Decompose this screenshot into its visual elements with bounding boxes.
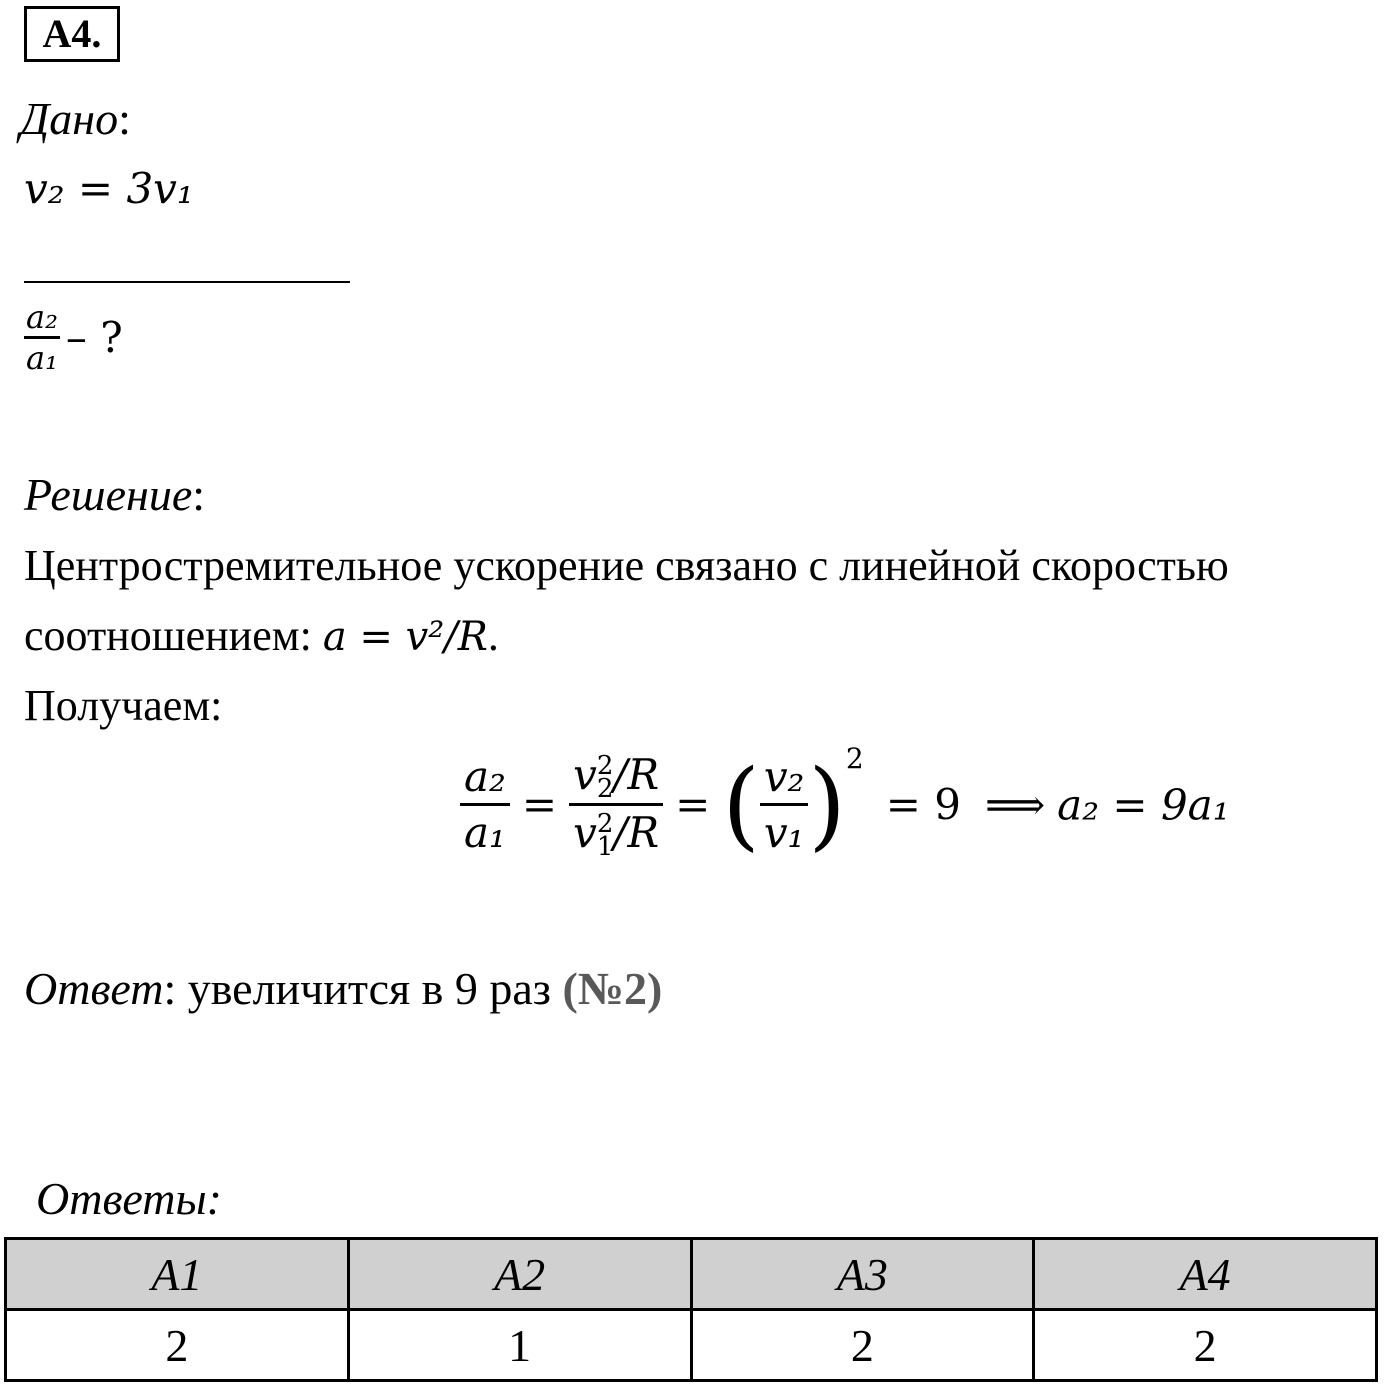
find-numerator: a₂ [24, 298, 60, 339]
solution-line-2-end: . [487, 611, 499, 660]
equals-sign-1: = [521, 780, 558, 830]
velocity-denominator-indices [596, 809, 614, 863]
velocity-numerator-rest: /R [613, 750, 660, 799]
implies-arrow: ⟹ [984, 780, 1046, 830]
solution-line-2 [24, 610, 499, 661]
velocity-numerator-indices [596, 750, 614, 804]
answers-header-cell: A2 [348, 1239, 691, 1310]
velocity-numerator-sub: 2 [596, 774, 614, 804]
given-heading-colon: : [118, 93, 131, 144]
find-question: – ? [65, 313, 123, 362]
answers-header-cell: A4 [1034, 1239, 1377, 1310]
main-equation [460, 742, 1230, 863]
ratio-fraction [460, 750, 510, 859]
velocity-denominator [569, 806, 663, 861]
inner-numerator: v₂ [760, 750, 809, 806]
find-denominator: a₁ [26, 339, 58, 377]
velocity-fraction [569, 748, 663, 862]
answers-title: Ответы: [36, 1173, 222, 1224]
given-equation: v₂ = 3v₁ [24, 164, 194, 213]
velocity-denominator-sub: 1 [596, 832, 614, 863]
equals-nine: = 9 [885, 780, 961, 830]
solution-formula: a = v²/R [322, 614, 488, 660]
answers-value-cell: 2 [1034, 1310, 1377, 1381]
answers-header-row [6, 1239, 1377, 1310]
equals-sign-2: = [675, 780, 711, 830]
solution-line-2-text: соотношением: [24, 611, 323, 660]
given-divider [24, 281, 350, 283]
solution-heading-colon: : [192, 469, 206, 520]
solution-line-3: Получаем: [24, 681, 223, 730]
inner-denominator: v₁ [763, 808, 805, 858]
answer-colon: : [163, 963, 177, 1014]
velocity-numerator [569, 748, 663, 806]
velocity-denominator-sup: 2 [596, 809, 614, 839]
result-equation: a₂ = 9a₁ [1057, 780, 1230, 830]
solution-heading [24, 468, 205, 521]
paren-open: ( [722, 748, 760, 861]
answer-label: Ответ [24, 963, 164, 1014]
answers-table [4, 1237, 1378, 1382]
velocity-numerator-v: v [573, 750, 597, 799]
paren-close: ) [808, 748, 846, 861]
answers-header-cell: A1 [6, 1239, 349, 1310]
answers-header-cell: A3 [691, 1239, 1034, 1310]
inner-fraction [760, 750, 809, 859]
answer-line [24, 962, 662, 1015]
answers-value-cell: 2 [691, 1310, 1034, 1381]
velocity-numerator-sup: 2 [596, 750, 614, 781]
find-fraction [24, 298, 60, 377]
answers-value-row [6, 1310, 1377, 1381]
solution-line-1: Центростремительное ускорение связано с линейной скоростью [24, 541, 1229, 590]
velocity-denominator-rest: /R [613, 808, 660, 858]
answer-text: увеличится в 9 раз [176, 963, 563, 1014]
answers-value-cell: 2 [6, 1310, 349, 1381]
answer-reference: (№2) [562, 963, 663, 1014]
velocity-denominator-v: v [573, 808, 597, 858]
solution-heading-text: Решение [24, 469, 193, 520]
ratio-numerator: a₂ [460, 750, 510, 806]
ratio-denominator: a₁ [464, 808, 506, 858]
find-expression [24, 298, 123, 377]
answers-value-cell: 1 [348, 1310, 691, 1381]
task-label: A4. [24, 6, 120, 62]
given-heading [20, 92, 131, 145]
power-exponent: 2 [845, 742, 864, 775]
given-heading-text: Дано [20, 93, 119, 144]
